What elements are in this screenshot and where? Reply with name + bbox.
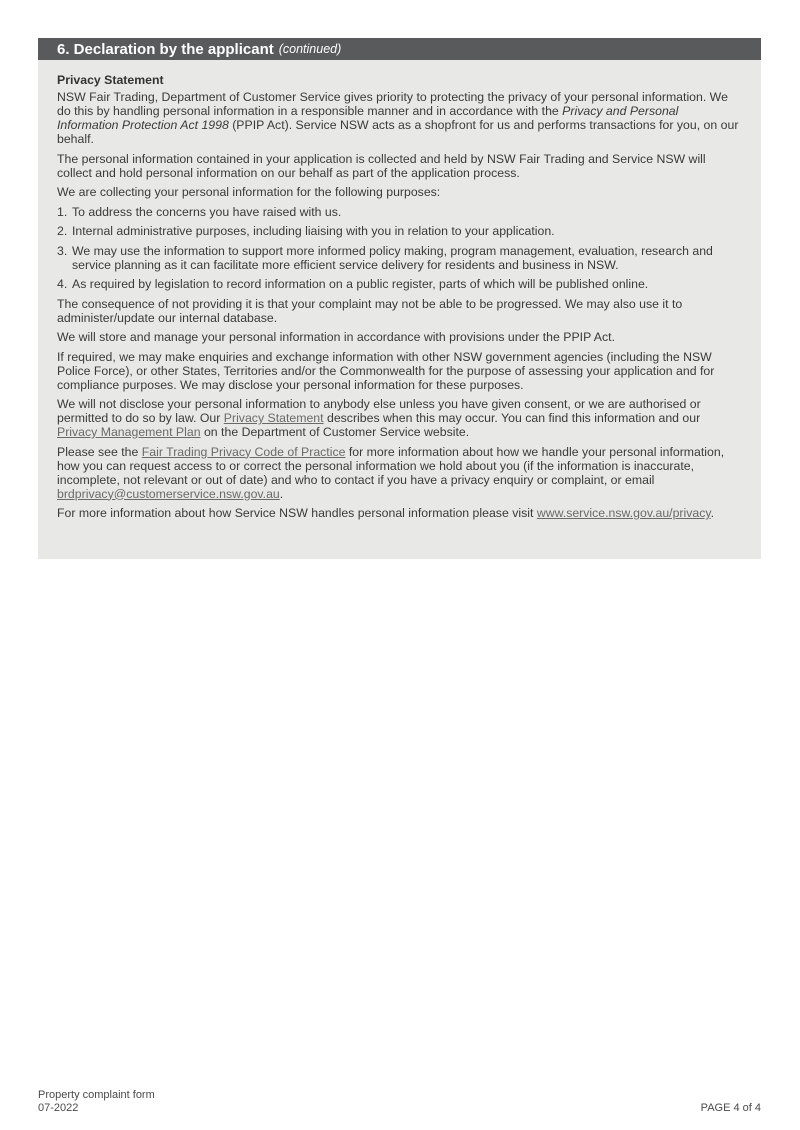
purposes-list: [57, 205, 742, 292]
list-item: 1. To address the concerns you have raised with us.: [57, 204, 342, 219]
list-item: 4. As required by legislation to record information on a public register, parts of which will be published online.: [57, 277, 649, 291]
service-nsw-privacy-link[interactable]: www.service.nsw.gov.au/privacy: [536, 506, 711, 520]
declaration-section: [38, 38, 761, 559]
section-header: [38, 38, 761, 60]
privacy-code-link[interactable]: Fair Trading Privacy Code of Practice: [141, 444, 346, 459]
privacy-paragraph-7: We will not disclose your personal information to anybody else unless you have given consent, or we are authorised or permitted to do so by law. Our Privacy Statement describes when this may occur. You can find this information and our Privacy Management Plan on the Department of Customer Service website.: [57, 397, 701, 439]
privacy-heading: Privacy Statement: [57, 73, 164, 87]
form-name: Property complaint form: [38, 1089, 155, 1101]
privacy-paragraph-1: NSW Fair Trading, Department of Customer Service gives priority to protecting the privacy of your personal information. We do this by handling personal information in a responsible manner and in accordance with the Privacy and Personal Information Protection Act 1998 (PPIP Act). Service NSW acts as a shopfront for us and performs transactions for you, on our behalf.: [57, 90, 739, 146]
privacy-paragraph-3: We are collecting your personal information for the following purposes:: [57, 185, 441, 199]
form-version: 07-2022: [38, 1101, 79, 1114]
privacy-statement-link[interactable]: Privacy Statement: [223, 411, 324, 425]
privacy-management-plan-link[interactable]: Privacy Management Plan: [57, 425, 201, 439]
privacy-paragraph-4: The consequence of not providing it is that your complaint may not be able to be progressed. We may also use it to administer/update our internal database.: [57, 296, 683, 325]
privacy-content: [38, 60, 761, 520]
privacy-paragraph-5: We will store and manage your personal information in accordance with provisions under the PPIP Act.: [57, 330, 615, 344]
privacy-paragraph-8: Please see the Fair Trading Privacy Code of Practice for more information about how we handle your personal information, how you can request access to or correct the personal information we hold about you (if the information is inaccurate, incomplete, not relevant or out of date) and who to contact if you have a privacy enquiry or complaint, or email brdprivacy@customerservice.nsw.gov.au.: [57, 444, 725, 501]
privacy-paragraph-9: For more information about how Service NSW handles personal information please visit www.service.nsw.gov.au/privacy.: [57, 506, 715, 520]
page-number: PAGE 4 of 4: [700, 1102, 761, 1114]
section-title: 6. Declaration by the applicant: [57, 40, 274, 58]
section-subtitle: (continued): [278, 42, 342, 56]
privacy-email-link[interactable]: brdprivacy@customerservice.nsw.gov.au: [57, 486, 280, 501]
privacy-paragraph-2: The personal information contained in your application is collected and held by NSW Fair Trading and Service NSW will collect and hold personal information on our behalf as part of the application process.: [57, 151, 706, 180]
privacy-paragraph-6: If required, we may make enquiries and exchange information with other NSW government agencies (including the NSW Police Force), or other States, Territories and/or the Commonwealth for the purpose of assessing your application and for compliance purposes. We may disclose your personal information for these purposes.: [57, 349, 715, 392]
footer-left: [38, 1089, 155, 1114]
list-item: 2. Internal administrative purposes, including liaising with you in relation to your application.: [57, 224, 555, 238]
act-name: Privacy and Personal Information Protection Act 1998: [57, 104, 679, 132]
list-item: 3. We may use the information to support more informed policy making, program management, evaluation, research and service planning as it can facilitate more efficient service delivery for residents and business in NSW.: [57, 243, 713, 272]
